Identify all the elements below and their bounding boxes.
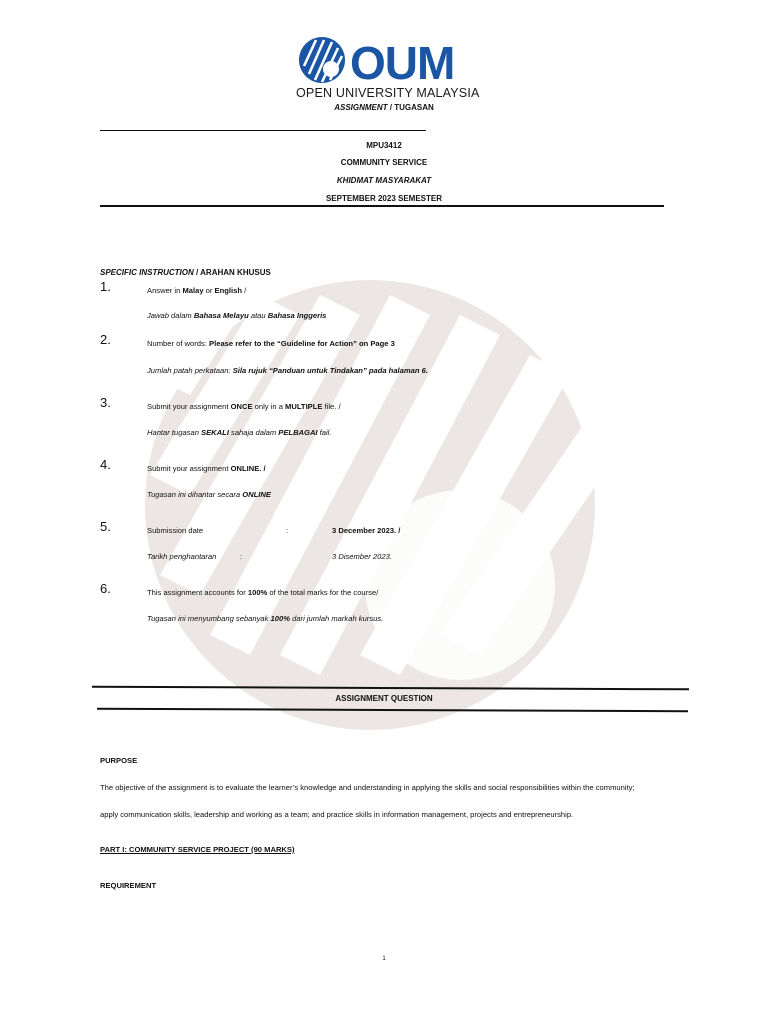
course-code: MPU3412: [366, 141, 402, 150]
item-number: 5.: [100, 519, 111, 534]
university-name: OPEN UNIVERSITY MALAYSIA: [296, 86, 480, 100]
doc-type: ASSIGNMENT / TUGASAN: [334, 103, 434, 112]
course-name-en: COMMUNITY SERVICE: [340, 158, 428, 167]
tarikh-value: 3 Disember 2023.: [332, 552, 392, 561]
purpose-heading: PURPOSE: [100, 756, 138, 765]
instruction-ms: Jawab dalam Bahasa Melayu atau Bahasa Inggeris: [147, 311, 327, 320]
instruction-ms: Hantar tugasan SEKALI sahaja dalam PELBAGAI fail.: [147, 428, 332, 437]
assignment-question-heading: ASSIGNMENT QUESTION: [335, 694, 433, 703]
instruction-ms: Jumlah patah perkataan: Sila rujuk “Panduan untuk Tindakan” pada halaman 6.: [147, 366, 428, 375]
tarikh-colon: :: [240, 552, 243, 561]
item-number: 4.: [100, 457, 111, 472]
watermark-logo: [130, 255, 610, 745]
instruction-en: This assignment accounts for 100% of the total marks for the course/: [147, 588, 379, 597]
divider: [100, 130, 426, 131]
semester: SEPTEMBER 2023 SEMESTER: [325, 194, 443, 203]
submission-date-colon: :: [286, 526, 289, 535]
submission-date-value: 3 December 2023. /: [332, 526, 401, 535]
requirement-heading: REQUIREMENT: [100, 881, 157, 890]
submission-date-label: Submission date: [147, 526, 204, 535]
divider: [100, 205, 664, 207]
tarikh-label: Tarikh penghantaran: [147, 552, 217, 561]
instruction-en: Submit your assignment ONLINE. /: [147, 464, 266, 473]
instruction-ms: Tugasan ini dihantar secara ONLINE: [147, 490, 271, 499]
instruction-heading: SPECIFIC INSTRUCTION / ARAHAN KHUSUS: [100, 268, 271, 277]
logo-brand: OUM: [350, 37, 455, 89]
item-number: 3.: [100, 395, 111, 410]
instruction-en: Number of words: Please refer to the “Guideline for Action” on Page 3: [147, 339, 395, 348]
purpose-text: The objective of the assignment is to evaluate the learner’s knowledge and understanding in applying the skills and social responsibilities within the community;: [100, 783, 635, 792]
course-name-ms: KHIDMAT MASYARAKAT: [336, 176, 432, 185]
instruction-ms: Tugasan ini menyumbang sebanyak 100% dari jumlah markah kursus.: [147, 614, 384, 623]
instruction-en: Submit your assignment ONCE only in a MULTIPLE file. /: [147, 402, 341, 411]
instruction-en: Answer in Malay or English /: [147, 286, 247, 295]
item-number: 6.: [100, 581, 111, 596]
page-number: 1: [382, 956, 386, 962]
item-number: 1.: [100, 279, 111, 294]
purpose-text: apply communication skills, leadership and working as a team; and practice skills in information management, projects and entrepreneurship.: [100, 810, 574, 819]
item-number: 2.: [100, 332, 111, 347]
part1-heading: PART I: COMMUNITY SERVICE PROJECT (90 MARKS): [100, 845, 295, 854]
